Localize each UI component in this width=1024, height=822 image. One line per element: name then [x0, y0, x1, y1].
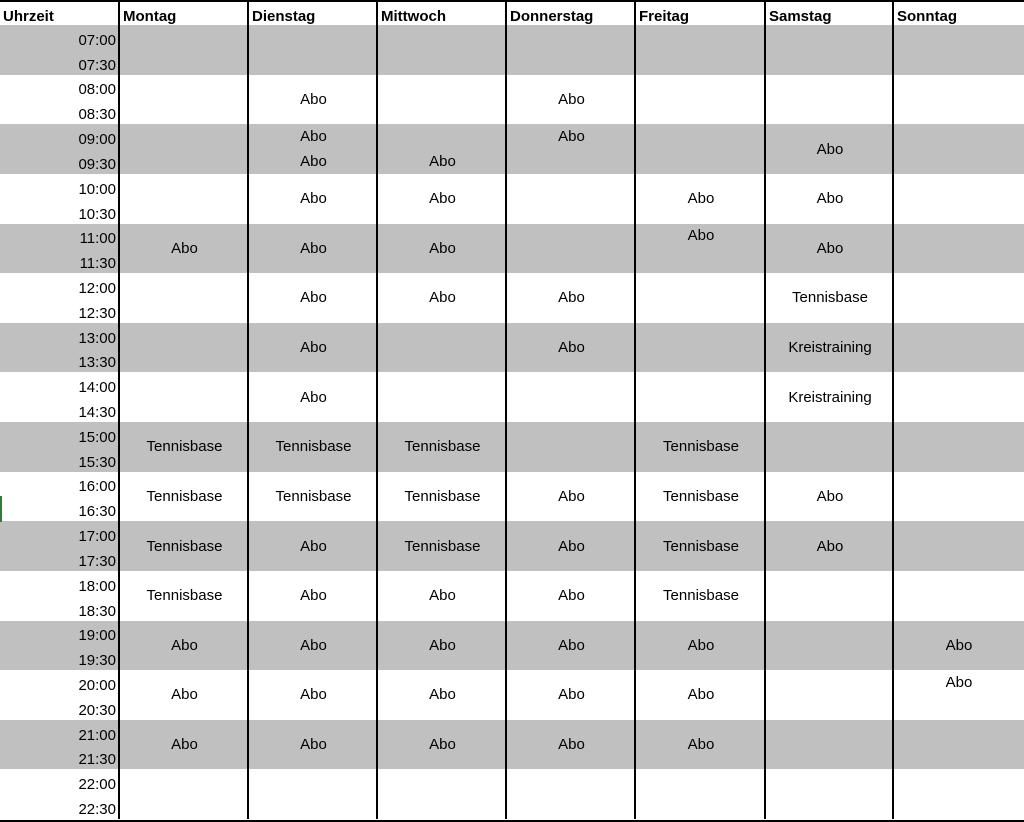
booking-cell[interactable]: Tennisbase: [275, 487, 352, 505]
time-label: 22:30: [78, 801, 116, 818]
booking-cell[interactable]: Abo: [687, 636, 715, 654]
booking-cell[interactable]: Abo: [687, 736, 715, 754]
booking-cell[interactable]: Abo: [300, 388, 327, 406]
booking-cell[interactable]: Abo: [300, 636, 327, 654]
booking-cell[interactable]: Abo: [300, 537, 327, 555]
time-label: 09:30: [78, 155, 116, 173]
booking-cell[interactable]: Abo: [300, 736, 327, 754]
booking-cell[interactable]: Abo: [558, 686, 585, 704]
booking-cell[interactable]: Tennisbase: [792, 289, 868, 307]
booking-cell[interactable]: Abo: [816, 140, 844, 158]
booking-cell[interactable]: Abo: [558, 289, 585, 307]
booking-cell[interactable]: Abo: [429, 239, 456, 257]
booking-cell[interactable]: Tennisbase: [146, 487, 223, 505]
time-label: 14:00: [78, 379, 116, 397]
header-freitag: Freitag: [636, 0, 766, 25]
booking-cell[interactable]: Tennisbase: [146, 537, 223, 555]
header-samstag: Samstag: [766, 0, 894, 25]
booking-cell[interactable]: Abo: [429, 736, 456, 754]
booking-cell[interactable]: Abo: [558, 587, 585, 605]
booking-cell[interactable]: Abo: [300, 289, 327, 307]
booking-cell[interactable]: Tennisbase: [663, 487, 739, 505]
hour-band: [0, 769, 1024, 819]
header-sonntag: Sonntag: [894, 0, 1024, 25]
booking-cell[interactable]: Abo: [300, 190, 327, 208]
booking-cell[interactable]: Abo: [687, 686, 715, 704]
time-label: 10:00: [78, 180, 116, 198]
booking-cell[interactable]: Abo: [816, 537, 844, 555]
time-label: 13:30: [78, 354, 116, 372]
booking-cell[interactable]: Abo: [429, 289, 456, 307]
booking-cell[interactable]: Abo: [300, 128, 327, 146]
time-label: 07:30: [78, 56, 116, 74]
booking-cell[interactable]: Abo: [300, 587, 327, 605]
booking-cell[interactable]: Abo: [300, 239, 327, 257]
booking-cell[interactable]: Abo: [816, 239, 844, 257]
booking-cell[interactable]: Tennisbase: [404, 487, 481, 505]
booking-cell[interactable]: Tennisbase: [663, 587, 739, 605]
booking-cell[interactable]: Abo: [300, 686, 327, 704]
booking-cell[interactable]: Abo: [171, 686, 198, 704]
booking-cell[interactable]: Tennisbase: [404, 438, 481, 456]
booking-cell[interactable]: Tennisbase: [663, 438, 739, 456]
time-label: 11:00: [79, 230, 116, 248]
time-label: 07:00: [78, 31, 116, 49]
time-label: 18:00: [78, 577, 116, 595]
time-label: 17:30: [78, 552, 116, 570]
booking-cell[interactable]: Tennisbase: [663, 537, 739, 555]
booking-cell[interactable]: Abo: [816, 487, 844, 505]
booking-cell[interactable]: Abo: [558, 128, 585, 146]
time-label: 22:00: [78, 776, 116, 794]
time-label: 20:00: [78, 676, 116, 694]
booking-cell[interactable]: Kreistraining: [788, 388, 872, 406]
booking-cell[interactable]: Abo: [558, 487, 585, 505]
time-label: 20:30: [78, 701, 116, 719]
booking-cell[interactable]: Abo: [429, 587, 456, 605]
booking-cell[interactable]: Abo: [171, 239, 198, 257]
booking-cell[interactable]: Abo: [429, 152, 456, 170]
booking-cell[interactable]: Abo: [558, 537, 585, 555]
booking-cell[interactable]: Tennisbase: [404, 537, 481, 555]
booking-cell[interactable]: Tennisbase: [275, 438, 352, 456]
booking-cell[interactable]: Abo: [171, 636, 198, 654]
booking-cell[interactable]: Abo: [300, 90, 327, 108]
booking-cell[interactable]: Abo: [429, 636, 456, 654]
time-label: 08:00: [78, 81, 116, 99]
time-label: 11:30: [79, 255, 116, 273]
booking-cell[interactable]: Abo: [558, 90, 585, 108]
booking-cell[interactable]: Abo: [171, 736, 198, 754]
time-label: 19:00: [78, 627, 116, 645]
time-label: 18:30: [78, 602, 116, 620]
time-label: 16:00: [78, 478, 116, 496]
header-uhrzeit: Uhrzeit: [0, 0, 120, 25]
header-mittwoch: Mittwoch: [378, 0, 507, 25]
time-label: 15:30: [78, 453, 116, 471]
time-label: 19:30: [78, 652, 116, 670]
booking-cell[interactable]: Abo: [816, 190, 844, 208]
time-label: 12:30: [78, 304, 116, 322]
booking-cell[interactable]: Abo: [558, 636, 585, 654]
time-label: 09:00: [78, 131, 116, 149]
time-label: 14:30: [78, 404, 116, 421]
booking-cell[interactable]: Tennisbase: [146, 438, 223, 456]
hour-band: [0, 25, 1024, 75]
booking-cell[interactable]: Kreistraining: [788, 339, 872, 357]
booking-cell[interactable]: Abo: [300, 152, 327, 170]
booking-cell[interactable]: Abo: [687, 227, 715, 245]
booking-cell[interactable]: Abo: [945, 674, 973, 692]
header-donnerstag: Donnerstag: [507, 0, 636, 25]
header-dienstag: Dienstag: [249, 0, 378, 25]
booking-cell[interactable]: Abo: [687, 190, 715, 208]
header-montag: Montag: [120, 0, 249, 25]
time-label: 15:00: [78, 428, 116, 446]
time-label: 10:30: [78, 205, 116, 223]
row-marker: [0, 496, 2, 522]
booking-cell[interactable]: Abo: [558, 736, 585, 754]
booking-cell[interactable]: Abo: [429, 190, 456, 208]
time-label: 08:30: [78, 106, 116, 124]
time-label: 21:00: [78, 726, 116, 744]
booking-cell[interactable]: Abo: [300, 339, 327, 357]
time-label: 13:00: [78, 329, 116, 347]
time-label: 16:30: [78, 503, 116, 521]
time-label: 21:30: [78, 751, 116, 769]
time-label: 17:00: [78, 528, 116, 546]
booking-cell[interactable]: Abo: [558, 339, 585, 357]
booking-cell[interactable]: Abo: [945, 636, 973, 654]
booking-cell[interactable]: Abo: [429, 686, 456, 704]
booking-cell[interactable]: Tennisbase: [146, 587, 223, 605]
time-label: 12:00: [78, 279, 116, 297]
